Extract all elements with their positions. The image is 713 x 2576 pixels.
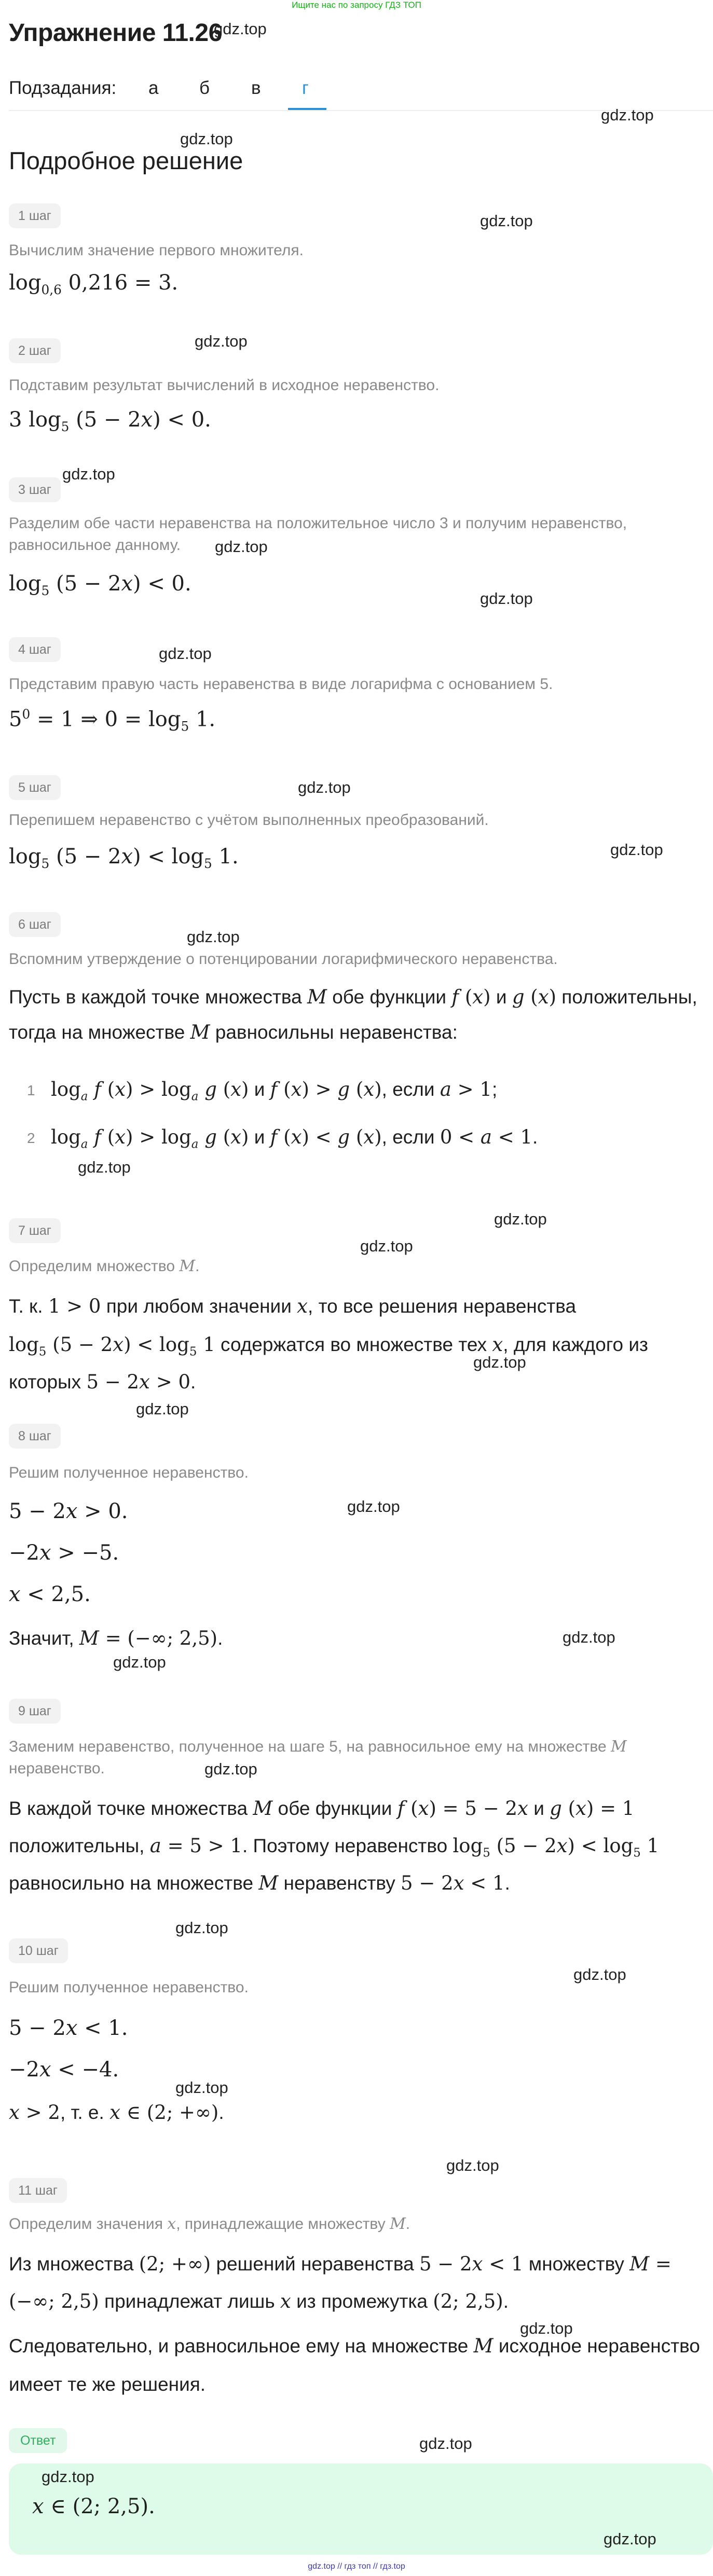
top-note: Ищите нас по запросу ГДЗ ТОП <box>292 0 421 10</box>
watermark: gdz.top <box>136 1400 189 1418</box>
section-title: Подробное решение <box>9 147 243 174</box>
watermark: gdz.top <box>480 212 533 230</box>
watermark: gdz.top <box>573 1965 626 1983</box>
step-badge: 5 шаг <box>9 775 61 800</box>
step-description: Перепишем неравенство с учётом выполненных преобразований. <box>9 811 489 829</box>
text-line: Следовательно, и равносильное ему на множестве M исходное неравенство <box>9 2335 700 2357</box>
text-line: положительны, a = 5 > 1. Поэтому неравенство $\log_5 (5 - 2x) < \log_5 1$ <box>9 1835 660 1860</box>
watermark: gdz.top <box>42 2468 94 2486</box>
tab-v[interactable]: в <box>251 78 261 98</box>
formula: $\log_{0,6} 0,216 = 3$. <box>9 271 179 297</box>
text-line: x > 2, т. е. x ∈ (2; +∞). <box>9 2101 224 2124</box>
watermark: gdz.top <box>78 1158 131 1176</box>
watermark: gdz.top <box>187 928 240 946</box>
subtasks-label: Подзадания: <box>9 78 117 98</box>
step-description: Подставим результат вычислений в исходное неравенство. <box>9 377 440 394</box>
watermark: gdz.top <box>204 1760 257 1778</box>
watermark: gdz.top <box>347 1497 400 1516</box>
text-line: Т. к. 1 > 0 при любом значении x, то все решения неравенства <box>9 1295 577 1317</box>
step-description: Вспомним утверждение о потенцировании логарифмического неравенства. <box>9 950 558 968</box>
step-description: Представим правую часть неравенства в виде логарифма с основанием 5. <box>9 676 553 693</box>
step-badge: 8 шаг <box>9 1424 61 1449</box>
text-line: $\log_5 (5 - 2x) < \log_5 1$ содержатся во множестве тех x, для каждого из <box>9 1333 649 1359</box>
tab-b[interactable]: б <box>199 78 210 98</box>
watermark: gdz.top <box>214 20 267 38</box>
watermark: gdz.top <box>175 1919 228 1937</box>
list-item: $\log_a f$ $(x) > \log_a g$ (x) и f (x) < g (x), если 0 < a < 1. <box>51 1126 538 1151</box>
watermark: gdz.top <box>215 538 268 556</box>
watermark: gdz.top <box>62 465 115 483</box>
step-badge: 11 шаг <box>9 2178 67 2203</box>
statement-line: Пусть в каждой точке множества M обе функции f (x) и g (x) положительны, <box>9 986 697 1008</box>
formula: −2x > −5. <box>9 1541 119 1565</box>
step-badge: 9 шаг <box>9 1699 61 1724</box>
footer-links[interactable]: gdz.top // гдз топ // гдз.top <box>308 2562 405 2571</box>
watermark: gdz.top <box>604 2530 656 2548</box>
watermark: gdz.top <box>520 2319 573 2337</box>
tab-g[interactable]: г <box>302 78 309 98</box>
answer-formula: x ∈ (2; 2,5). <box>32 2495 155 2518</box>
watermark: gdz.top <box>494 1210 547 1228</box>
text-line: равносильно на множестве M неравенству 5 − 2x < 1. <box>9 1872 510 1894</box>
formula: $\log_5 (5 - 2x) < \log_5 1$. <box>9 845 239 871</box>
text-line: (−∞; 2,5) принадлежат лишь x из промежутка (2; 2,5). <box>9 2290 509 2312</box>
step-badge: 4 шаг <box>9 637 61 662</box>
text-line: которых 5 − 2x > 0. <box>9 1371 196 1393</box>
step-description: Заменим неравенство, полученное на шаге 5, на равносильное ему на множестве M <box>9 1738 627 1756</box>
step-badge: 1 шаг <box>9 203 61 228</box>
watermark: gdz.top <box>113 1653 166 1671</box>
formula: −2x < −4. <box>9 2058 119 2082</box>
formula: 3 $\log_5 (5 - 2x) < 0$. <box>9 408 211 434</box>
text-line: Из множества (2; +∞) решений неравенства 5 − 2x < 1 множеству M = <box>9 2253 671 2275</box>
step-badge: 2 шаг <box>9 338 61 363</box>
step-description: равносильное данному. <box>9 536 181 554</box>
watermark: gdz.top <box>446 2156 499 2174</box>
page-title: Упражнение 11.26 <box>9 19 222 47</box>
formula: $5^0 = 1$ ⇒ $0 = \log_5 1$. <box>9 707 216 734</box>
statement-line: тогда на множестве M равносильны неравенства: <box>9 1021 458 1043</box>
formula: 5 − 2x < 1. <box>9 2016 128 2040</box>
watermark: gdz.top <box>563 1628 615 1646</box>
watermark: gdz.top <box>473 1353 526 1371</box>
watermark: gdz.top <box>195 332 248 350</box>
step-badge: 6 шаг <box>9 912 61 937</box>
list-item: $\log_a f$ $(x) > \log_a g$ (x) и f (x) > g (x), если a > 1; <box>51 1078 498 1104</box>
watermark: gdz.top <box>419 2434 472 2453</box>
step-badge: 3 шаг <box>9 477 61 502</box>
watermark: gdz.top <box>610 841 663 859</box>
step-description: неравенство. <box>9 1760 105 1777</box>
formula: 5 − 2x > 0. <box>9 1499 128 1523</box>
step-description: Вычислим значение первого множителя. <box>9 242 304 259</box>
step-badge: 10 шаг <box>9 1938 68 1963</box>
text-line: В каждой точке множества M обе функции f (x) = 5 − 2x и g (x) = 1 <box>9 1797 635 1820</box>
list-number: 2 <box>27 1130 35 1146</box>
formula: $\log_5 (5 - 2x) < 0$. <box>9 572 191 598</box>
watermark: gdz.top <box>480 589 533 608</box>
text-line: имеет те же решения. <box>9 2374 206 2395</box>
step-description: Определим значения x, принадлежащие множеству M. <box>9 2215 410 2233</box>
step-description: Определим множество M. <box>9 1257 200 1275</box>
step-description: Разделим обе части неравенства на положительное число 3 и получим неравенство, <box>9 515 627 532</box>
watermark: gdz.top <box>298 778 351 796</box>
watermark: gdz.top <box>601 106 654 124</box>
text-line: Значит, M = (−∞; 2,5). <box>9 1627 223 1649</box>
step-badge: 7 шаг <box>9 1218 61 1243</box>
watermark: gdz.top <box>360 1237 413 1255</box>
answer-badge: Ответ <box>9 2428 67 2453</box>
step-description: Решим полученное неравенство. <box>9 1464 249 1481</box>
list-number: 1 <box>27 1082 35 1098</box>
watermark: gdz.top <box>175 2078 228 2097</box>
watermark: gdz.top <box>180 130 233 148</box>
formula: x < 2,5. <box>9 1582 91 1606</box>
step-description: Решим полученное неравенство. <box>9 1979 249 1996</box>
tab-a[interactable]: а <box>148 78 159 98</box>
watermark: gdz.top <box>159 644 212 663</box>
